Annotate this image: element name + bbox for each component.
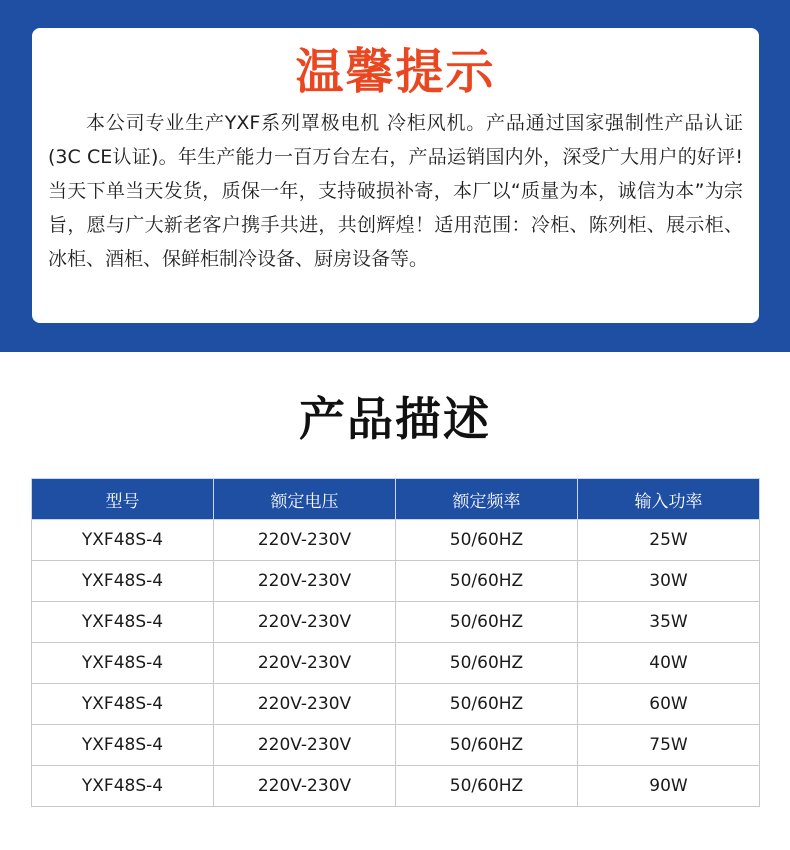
table-row bbox=[32, 725, 760, 766]
cell-voltage: 220V-230V bbox=[214, 643, 396, 684]
cell-frequency: 50/60HZ bbox=[396, 725, 578, 766]
cell-model: YXF48S-4 bbox=[32, 520, 214, 561]
cell-power: 60W bbox=[578, 684, 760, 725]
cell-frequency: 50/60HZ bbox=[396, 643, 578, 684]
cell-voltage: 220V-230V bbox=[214, 602, 396, 643]
cell-frequency: 50/60HZ bbox=[396, 684, 578, 725]
notice-title: 温馨提示 bbox=[295, 44, 496, 100]
cell-power: 25W bbox=[578, 520, 760, 561]
header-voltage: 额定电压 bbox=[214, 479, 396, 520]
cell-model: YXF48S-4 bbox=[32, 725, 214, 766]
table-header-row bbox=[32, 479, 760, 520]
notice-body: 本公司专业生产YXF系列罩极电机 冷柜风机。产品通过国家强制性产品认证 (3C CE认证)。年生产能力一百万台左右，产品运销国内外，深受广大用户的好评!当天下单当天发货，质保一年，支持破损补寄，本厂以“质量为本，诚信为本”为宗旨，愿与广大新老客户携手共进，共创辉煌！适用范围：冷柜、陈列柜、展示柜、冰柜、酒柜、保鲜柜制冷设备、厨房设备等。 bbox=[48, 112, 743, 270]
cell-frequency: 50/60HZ bbox=[396, 602, 578, 643]
cell-model: YXF48S-4 bbox=[32, 766, 214, 807]
cell-power: 35W bbox=[578, 602, 760, 643]
header-frequency: 额定频率 bbox=[396, 479, 578, 520]
cell-model: YXF48S-4 bbox=[32, 684, 214, 725]
table-row bbox=[32, 684, 760, 725]
table-row bbox=[32, 602, 760, 643]
cell-model: YXF48S-4 bbox=[32, 602, 214, 643]
cell-voltage: 220V-230V bbox=[214, 561, 396, 602]
header-power: 输入功率 bbox=[578, 479, 760, 520]
notice-card bbox=[32, 28, 759, 323]
cell-voltage: 220V-230V bbox=[214, 725, 396, 766]
section-title: 产品描述 bbox=[299, 392, 491, 446]
cell-model: YXF48S-4 bbox=[32, 643, 214, 684]
notice-banner bbox=[0, 0, 790, 352]
cell-frequency: 50/60HZ bbox=[396, 520, 578, 561]
header-model: 型号 bbox=[32, 479, 214, 520]
cell-frequency: 50/60HZ bbox=[396, 766, 578, 807]
cell-voltage: 220V-230V bbox=[214, 766, 396, 807]
table-row bbox=[32, 520, 760, 561]
spec-table bbox=[31, 478, 760, 807]
cell-voltage: 220V-230V bbox=[214, 684, 396, 725]
cell-power: 40W bbox=[578, 643, 760, 684]
table-row bbox=[32, 643, 760, 684]
cell-voltage: 220V-230V bbox=[214, 520, 396, 561]
cell-model: YXF48S-4 bbox=[32, 561, 214, 602]
table-row bbox=[32, 766, 760, 807]
cell-power: 30W bbox=[578, 561, 760, 602]
cell-power: 75W bbox=[578, 725, 760, 766]
table-row bbox=[32, 561, 760, 602]
cell-power: 90W bbox=[578, 766, 760, 807]
cell-frequency: 50/60HZ bbox=[396, 561, 578, 602]
